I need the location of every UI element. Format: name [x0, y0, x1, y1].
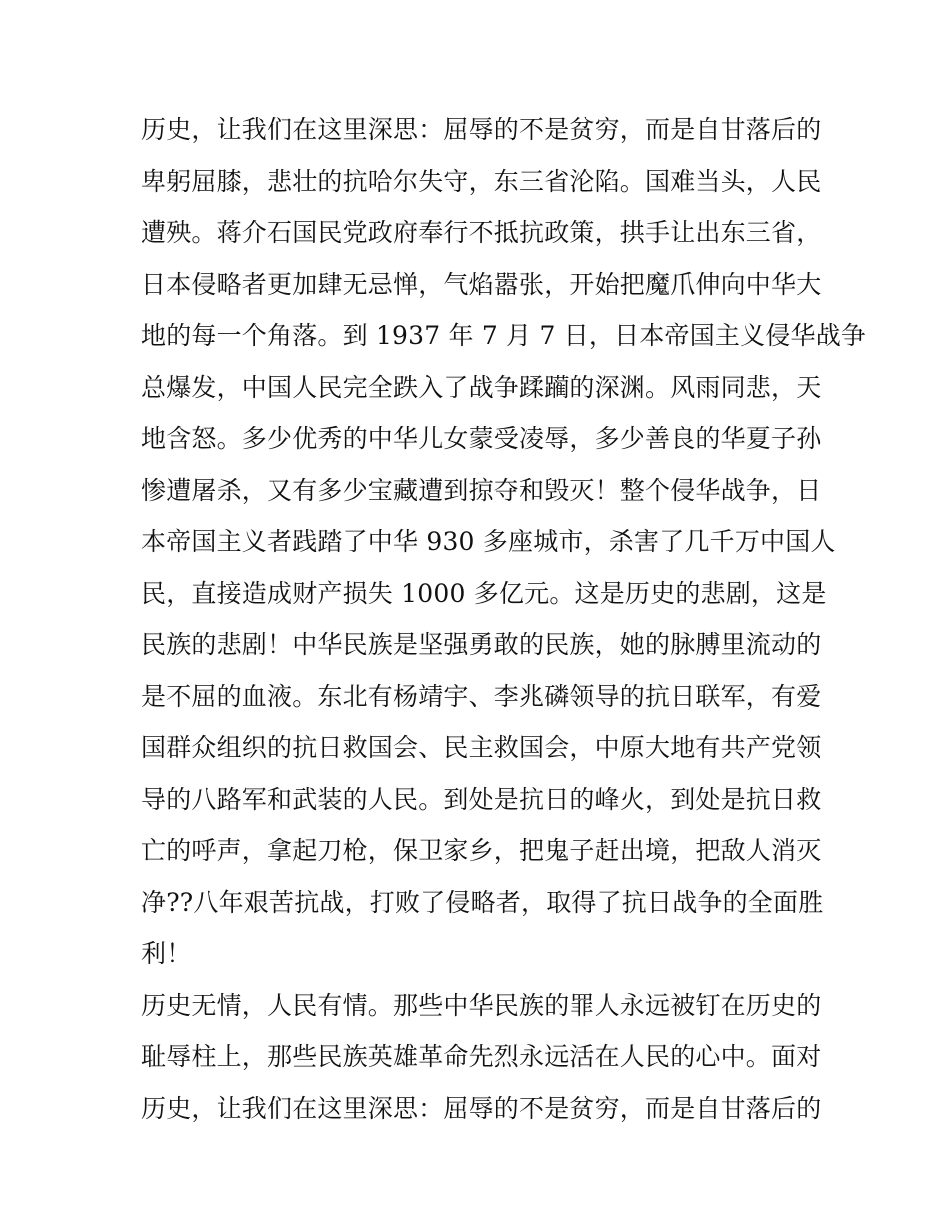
text-line: 本帝国主义者践踏了中华 930 多座城市，杀害了几千万中国人 — [141, 527, 836, 556]
text-line: 历史，让我们在这里深思：屈辱的不是贫穷，而是自甘落后的 — [141, 115, 822, 144]
text-line: 是不屈的血液。东北有杨靖宇、李兆磷领导的抗日联军，有爱 — [141, 681, 822, 711]
text-line: 耻辱柱上，那些民族英雄革命先烈永远活在人民的心中。面对 — [141, 1042, 822, 1071]
text-line: 历史，让我们在这里深思：屈辱的不是贫穷，而是自甘落后的 — [141, 1093, 822, 1123]
text-line: 遭殃。蒋介石国民党政府奉行不抵抗政策，拱手让出东三省， — [141, 218, 822, 247]
text-line: 国群众组织的抗日救国会、民主救国会，中原大地有共产党领 — [141, 733, 822, 762]
text-line: 卑躬屈膝，悲壮的抗哈尔失守，东三省沦陷。国难当头，人民 — [141, 166, 822, 196]
text-line: 历史无情，人民有情。那些中华民族的罪人永远被钉在历史的 — [141, 990, 822, 1020]
text-line: 利！ — [141, 939, 192, 968]
text-line: 民，直接造成财产损失 1000 多亿元。这是历史的悲剧，这是 — [141, 578, 827, 608]
text-line: 地含怒。多少优秀的中华儿女蒙受凌辱，多少善良的华夏子孙 — [141, 424, 822, 453]
text-line: 净??八年艰苦抗战，打败了侵略者，取得了抗日战争的全面胜 — [141, 887, 824, 917]
text-line: 民族的悲剧！中华民族是坚强勇敢的民族，她的脉膊里流动的 — [141, 630, 822, 659]
text-line: 地的每一个角落。到 1937 年 7 月 7 日，日本帝国主义侵华战争 — [141, 321, 867, 350]
text-line: 亡的呼声，拿起刀枪，保卫家乡，把鬼子赶出境，把敌人消灭 — [141, 836, 822, 865]
text-line: 惨遭屠杀，又有多少宝藏遭到掠夺和毁灭！整个侵华战争，日 — [141, 475, 822, 505]
text-line: 总爆发，中国人民完全跌入了战争蹂躏的深渊。风雨同悲，天 — [141, 372, 822, 402]
text-line: 日本侵略者更加肆无忌惮，气焰嚣张，开始把魔爪伸向中华大 — [141, 269, 822, 299]
text-line: 导的八路军和武装的人民。到处是抗日的峰火，到处是抗日救 — [141, 784, 822, 814]
document-body — [141, 104, 867, 1134]
